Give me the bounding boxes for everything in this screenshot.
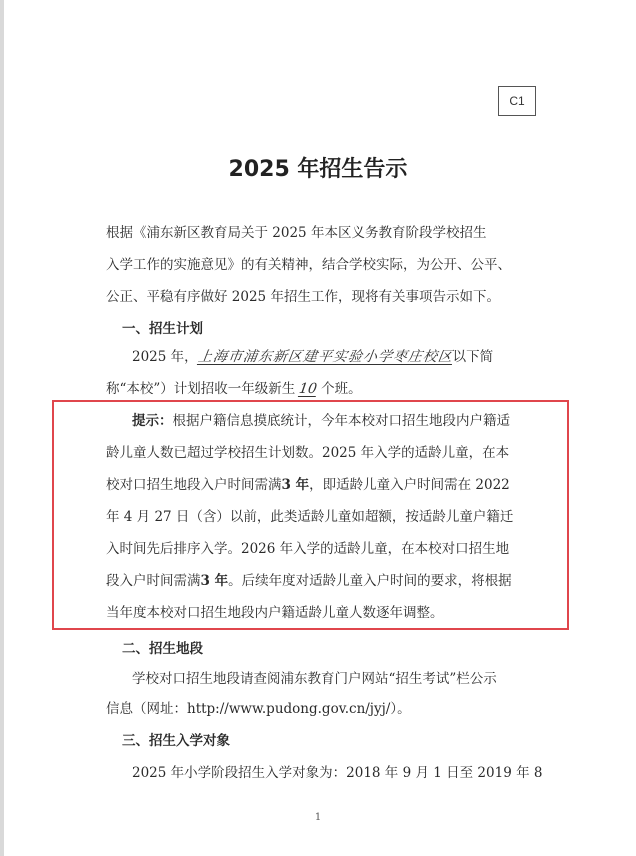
section1-line-2 [106, 380, 362, 398]
section1-heading: 一、招生计划 [122, 321, 203, 337]
notice-line-3a: 校对口招生地段入户时间需满 [106, 477, 282, 493]
document-code-box: C1 [498, 86, 536, 116]
intro-line-3: 公正、平稳有序做好 2025 年招生工作，现将有关事项告示如下。 [106, 289, 500, 305]
notice-line-6c: 。后续年度对适龄儿童入户时间的要求，将根据 [228, 573, 512, 589]
notice-line-4: 年 4 月 27 日（含）以前，此类适龄儿童如超额，按适龄儿童户籍迁 [106, 509, 514, 525]
section1-line2-prefix: 称“本校”）计划招收一年级新生 [106, 381, 296, 397]
notice-line-1-text: 根据户籍信息摸底统计，今年本校对口招生地段内户籍适 [172, 413, 510, 429]
intro-line-1: 根据《浦东新区教育局关于 2025 年本区义务教育阶段学校招生 [106, 225, 487, 241]
notice-line-5: 入时间先后排序入学。2026 年入学的适龄儿童，在本校对口招生地 [106, 541, 510, 557]
page-left-edge [0, 0, 4, 856]
notice-line-3 [106, 476, 510, 494]
notice-line-2: 龄儿童人数已超过学校招生计划数。2025 年入学的适龄儿童，在本 [106, 445, 510, 461]
notice-line-3-bold: 3 年 [281, 477, 310, 493]
section2-line-2: 信息（网址：http://www.pudong.gov.cn/jyj/）。 [106, 701, 411, 717]
notice-line-6a: 段入户时间需满 [106, 573, 201, 589]
handwritten-class-count: 10 [298, 381, 319, 397]
section3-line-1: 2025 年小学阶段招生入学对象为：2018 年 9 月 1 日至 2019 年 8 [132, 765, 543, 781]
section2-heading: 二、招生地段 [122, 641, 203, 657]
notice-line-3c: ，即适龄儿童入户时间需在 2022 [309, 477, 510, 493]
notice-line-6 [106, 572, 512, 590]
notice-label: 提示： [132, 413, 173, 429]
section1-line-1 [132, 348, 493, 366]
section2-line-1: 学校对口招生地段请查阅浦东教育门户网站“招生考试”栏公示 [132, 671, 497, 687]
notice-line-7: 当年度本校对口招生地段内户籍适龄儿童人数逐年调整。 [106, 605, 444, 621]
handwritten-school-name: 上海市浦东新区建平实验小学枣庄校区 [196, 349, 454, 365]
intro-line-2: 入学工作的实施意见》的有关精神，结合学校实际，为公开、公平、 [106, 257, 511, 273]
section1-line1-prefix: 2025 年， [132, 349, 198, 365]
page-number: 1 [314, 812, 322, 823]
notice-line-1 [132, 412, 510, 430]
section1-line2-suffix: 个班。 [321, 381, 362, 397]
page-title: 2025 年招生告示 [228, 157, 408, 182]
section3-heading: 三、招生入学对象 [122, 733, 230, 749]
notice-line-6-bold: 3 年 [200, 573, 229, 589]
section1-line1-suffix: 以下简 [452, 349, 494, 365]
